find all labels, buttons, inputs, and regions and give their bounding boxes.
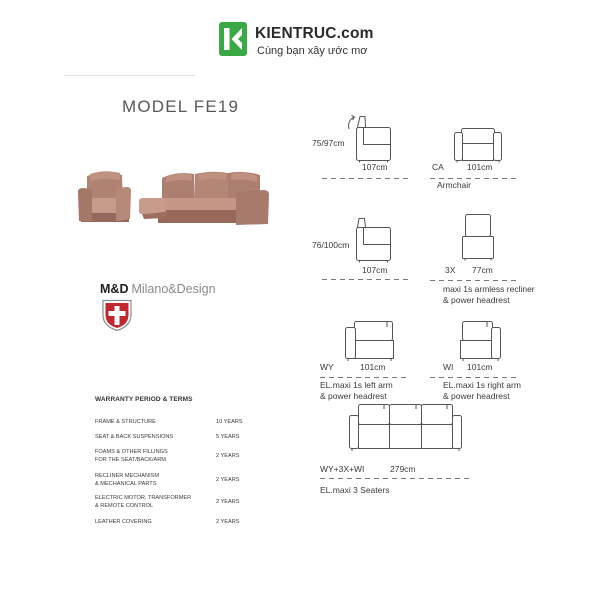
module-description: EL.maxi 1s right arm xyxy=(443,380,521,390)
maker-name: Milano&Design xyxy=(131,282,216,296)
warranty-item-line: & MECHANICAL PARTS xyxy=(95,481,157,487)
side-view-depth-label: 107cm xyxy=(362,265,388,275)
warranty-item xyxy=(95,518,216,526)
armchair-photo xyxy=(76,170,132,226)
dashed-divider xyxy=(430,377,520,378)
warranty-title: WARRANTY PERIOD & TERMS xyxy=(95,396,193,403)
warranty-item-line: FRAME & STRUCTURE xyxy=(95,419,156,425)
module-description: & power headrest xyxy=(443,391,510,401)
dashed-divider xyxy=(430,178,520,179)
warranty-row xyxy=(95,494,255,510)
warranty-row xyxy=(95,448,255,464)
warranty-row xyxy=(95,472,255,488)
module-code: CA xyxy=(432,162,444,172)
dashed-divider xyxy=(322,178,410,179)
dashed-divider xyxy=(320,478,470,479)
module-description: EL.maxi 3 Seaters xyxy=(320,485,390,495)
module-width: 101cm xyxy=(360,362,386,372)
brand-name: KIENTRUC.com xyxy=(255,25,374,42)
dashed-divider xyxy=(320,377,410,378)
module-width: 101cm xyxy=(467,362,493,372)
warranty-item-line: FOAMS & OTHER FILLINGS xyxy=(95,449,168,455)
warranty-row xyxy=(95,518,255,526)
three-seat-recliner-sofa-photo xyxy=(138,168,270,228)
side-view-depth-label: 107cm xyxy=(362,162,388,172)
module-width: 279cm xyxy=(390,464,416,474)
maker-initials: M&D xyxy=(100,282,129,296)
kientruc-logo-icon xyxy=(219,22,247,56)
warranty-item-line: & REMOTE CONTROL xyxy=(95,503,154,509)
brand-tagline: Cùng bạn xây ước mơ xyxy=(257,45,368,57)
warranty-period: 2 YEARS xyxy=(216,519,240,525)
warranty-item-line: ELECTRIC MOTOR, TRANSFORMER xyxy=(95,495,192,501)
warranty-period: 10 YEARS xyxy=(216,419,243,425)
recliner-side-view-icon xyxy=(340,112,396,164)
three-seater-front-view-icon xyxy=(346,401,464,457)
warranty-row xyxy=(95,418,255,426)
module-description: maxi 1s armless recliner xyxy=(443,284,535,294)
warranty-item-line: SEAT & BACK SUSPENSIONS xyxy=(95,434,174,440)
module-code: WI xyxy=(443,362,454,372)
side-view-height-label: 76/100cm xyxy=(312,240,350,250)
module-code: WY xyxy=(320,362,334,372)
divider xyxy=(65,75,195,76)
warranty-item-line: FOR THE SEAT/BACK/ARM xyxy=(95,457,166,463)
warranty-period: 2 YEARS xyxy=(216,477,240,483)
armless-recliner-front-view-icon xyxy=(458,211,498,263)
warranty-item xyxy=(95,448,216,464)
warranty-period: 2 YEARS xyxy=(216,453,240,459)
dashed-divider xyxy=(430,280,520,281)
shield-cross-icon xyxy=(101,298,133,332)
armchair-front-view-icon xyxy=(452,124,504,164)
warranty-item xyxy=(95,418,216,426)
module-width: 77cm xyxy=(472,265,493,275)
warranty-item-line: RECLINER MECHANISM xyxy=(95,473,160,479)
warranty-period: 2 YEARS xyxy=(216,499,240,505)
module-description: Armchair xyxy=(437,180,472,190)
module-width: 101cm xyxy=(467,162,493,172)
warranty-item-line: LEATHER COVERING xyxy=(95,519,152,525)
maker-logo-text xyxy=(100,282,216,297)
warranty-item xyxy=(95,433,216,441)
warranty-item xyxy=(95,494,216,510)
warranty-row xyxy=(95,433,255,441)
module-description: & power headrest xyxy=(443,295,510,305)
recliner-side-view-icon xyxy=(340,212,396,264)
side-view-height-label: 75/97cm xyxy=(312,138,345,148)
warranty-period: 5 YEARS xyxy=(216,434,240,440)
module-code: 3X xyxy=(445,265,456,275)
right-arm-recliner-front-view-icon xyxy=(456,318,504,364)
model-title: MODEL FE19 xyxy=(122,97,240,116)
module-description: EL.maxi 1s left arm xyxy=(320,380,393,390)
left-arm-recliner-front-view-icon xyxy=(342,318,398,364)
module-code: WY+3X+WI xyxy=(320,464,365,474)
warranty-item xyxy=(95,472,216,488)
dashed-divider xyxy=(322,279,410,280)
module-description: & power headrest xyxy=(320,391,387,401)
